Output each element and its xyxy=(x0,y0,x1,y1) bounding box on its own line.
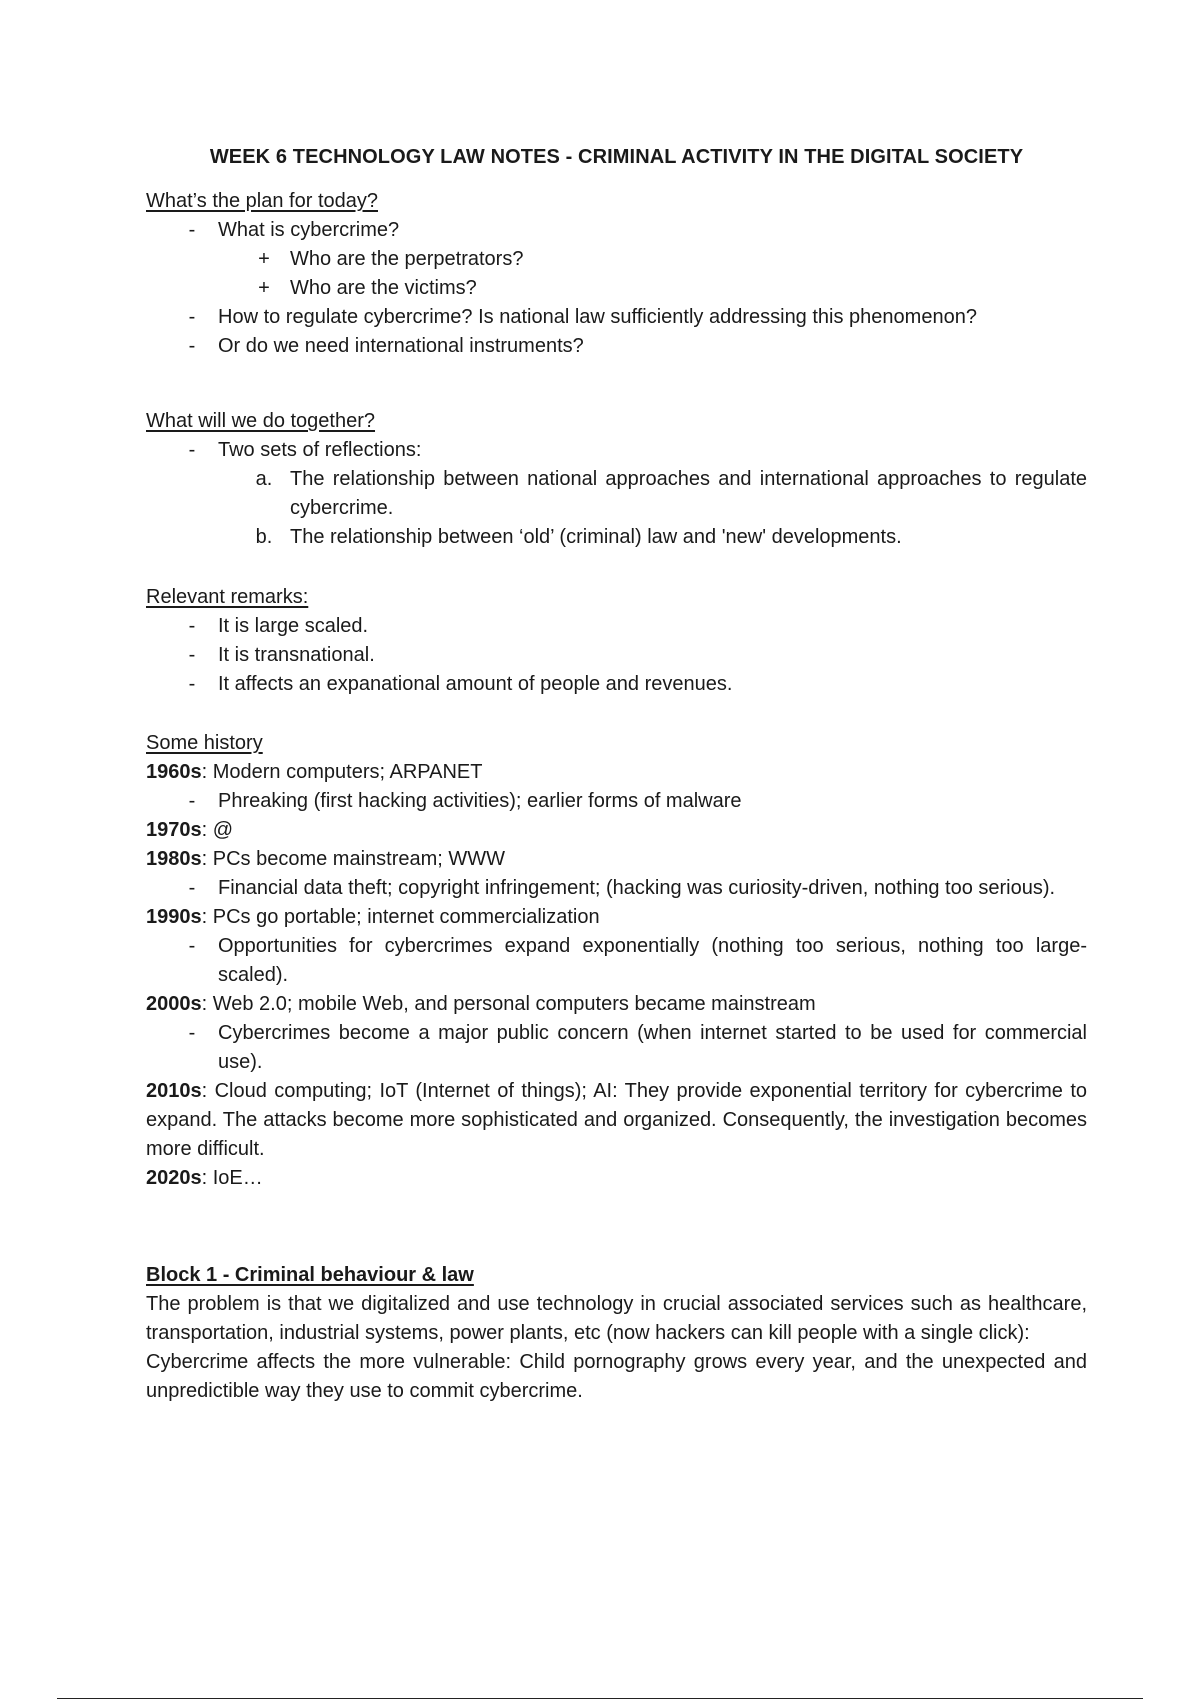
remarks-heading: Relevant remarks: xyxy=(146,586,309,608)
dash-bullet: - xyxy=(188,615,196,637)
list-item: a. The relationship between national approaches and international approaches to regulate cybercrime. xyxy=(146,465,1087,523)
list-item: - Two sets of reflections: xyxy=(146,436,1087,465)
dash-bullet: - xyxy=(188,877,196,899)
together-section xyxy=(146,407,1087,552)
plus-bullet: + xyxy=(258,248,270,270)
decade-entry: 1980s: PCs become mainstream; WWW xyxy=(146,848,506,870)
plus-bullet: + xyxy=(258,277,270,299)
decade-label: 1970s xyxy=(146,819,202,841)
letter-bullet: a. xyxy=(255,468,273,490)
paragraph: Cybercrime affects the more vulnerable: Child pornography grows every year, and the unexpected and unpredictible way they use to commit cybercrime. xyxy=(146,1351,1087,1402)
list-item: + Who are the victims? xyxy=(146,274,1087,303)
history-heading: Some history xyxy=(146,732,263,754)
remarks-section xyxy=(146,583,1087,699)
block1-heading: Block 1 - Criminal behaviour & law xyxy=(146,1264,474,1286)
dash-bullet: - xyxy=(188,306,196,328)
list-item: + Who are the perpetrators? xyxy=(146,245,1087,274)
decade-label: 1990s xyxy=(146,906,202,928)
dash-bullet: - xyxy=(188,439,196,461)
list-item: - Opportunities for cybercrimes expand exponentially (nothing too serious, nothing too large-scaled). xyxy=(146,932,1087,990)
list-item: - How to regulate cybercrime? Is national law sufficiently addressing this phenomenon? xyxy=(146,303,1087,332)
decade-label: 1960s xyxy=(146,761,202,783)
dash-bullet: - xyxy=(188,673,196,695)
block1-section xyxy=(146,1261,1087,1406)
together-heading: What will we do together? xyxy=(146,410,376,432)
decade-entry: 2000s: Web 2.0; mobile Web, and personal computers became mainstream xyxy=(146,993,816,1015)
list-item: - Or do we need international instruments? xyxy=(146,332,1087,361)
list-item: - Cybercrimes become a major public concern (when internet started to be used for commercial use). xyxy=(146,1019,1087,1077)
decade-entry: 1960s: Modern computers; ARPANET xyxy=(146,761,483,783)
dash-bullet: - xyxy=(188,219,196,241)
dash-bullet: - xyxy=(188,935,196,957)
dash-bullet: - xyxy=(188,1022,196,1044)
list-item: - It is transnational. xyxy=(146,641,1087,670)
paragraph: The problem is that we digitalized and use technology in crucial associated services such as healthcare, transportation, industrial systems, power plants, etc (now hackers can kill people with a single click): xyxy=(146,1293,1087,1344)
letter-bullet: b. xyxy=(255,526,273,548)
decade-entry: 1990s: PCs go portable; internet commercialization xyxy=(146,906,600,928)
decade-entry: 2010s: Cloud computing; IoT (Internet of things); AI: They provide exponential territory for cybercrime to expand. The attacks become more sophisticated and organized. Consequently, the investigation becomes more difficult. xyxy=(146,1080,1087,1160)
decade-label: 2010s xyxy=(146,1080,202,1102)
decade-label: 2000s xyxy=(146,993,202,1015)
history-section xyxy=(146,729,1087,1193)
decade-label: 2020s xyxy=(146,1167,202,1189)
decade-label: 1980s xyxy=(146,848,202,870)
list-item: - Phreaking (first hacking activities); earlier forms of malware xyxy=(146,787,1087,816)
list-item: - It affects an expanational amount of people and revenues. xyxy=(146,670,1087,699)
plan-section xyxy=(146,187,1087,361)
page-title: WEEK 6 TECHNOLOGY LAW NOTES - CRIMINAL ACTIVITY IN THE DIGITAL SOCIETY xyxy=(209,146,1024,168)
dash-bullet: - xyxy=(188,790,196,812)
dash-bullet: - xyxy=(188,644,196,666)
footer-divider xyxy=(57,1698,1143,1699)
decade-entry: 2020s: IoE… xyxy=(146,1167,263,1189)
list-item: - What is cybercrime? xyxy=(146,216,1087,245)
list-item: b. The relationship between ‘old’ (criminal) law and 'new' developments. xyxy=(146,523,1087,552)
list-item: - It is large scaled. xyxy=(146,612,1087,641)
dash-bullet: - xyxy=(188,335,196,357)
plan-heading: What’s the plan for today? xyxy=(146,190,378,212)
decade-entry: 1970s: @ xyxy=(146,819,234,841)
list-item: - Financial data theft; copyright infringement; (hacking was curiosity-driven, nothing too serious). xyxy=(146,874,1087,903)
